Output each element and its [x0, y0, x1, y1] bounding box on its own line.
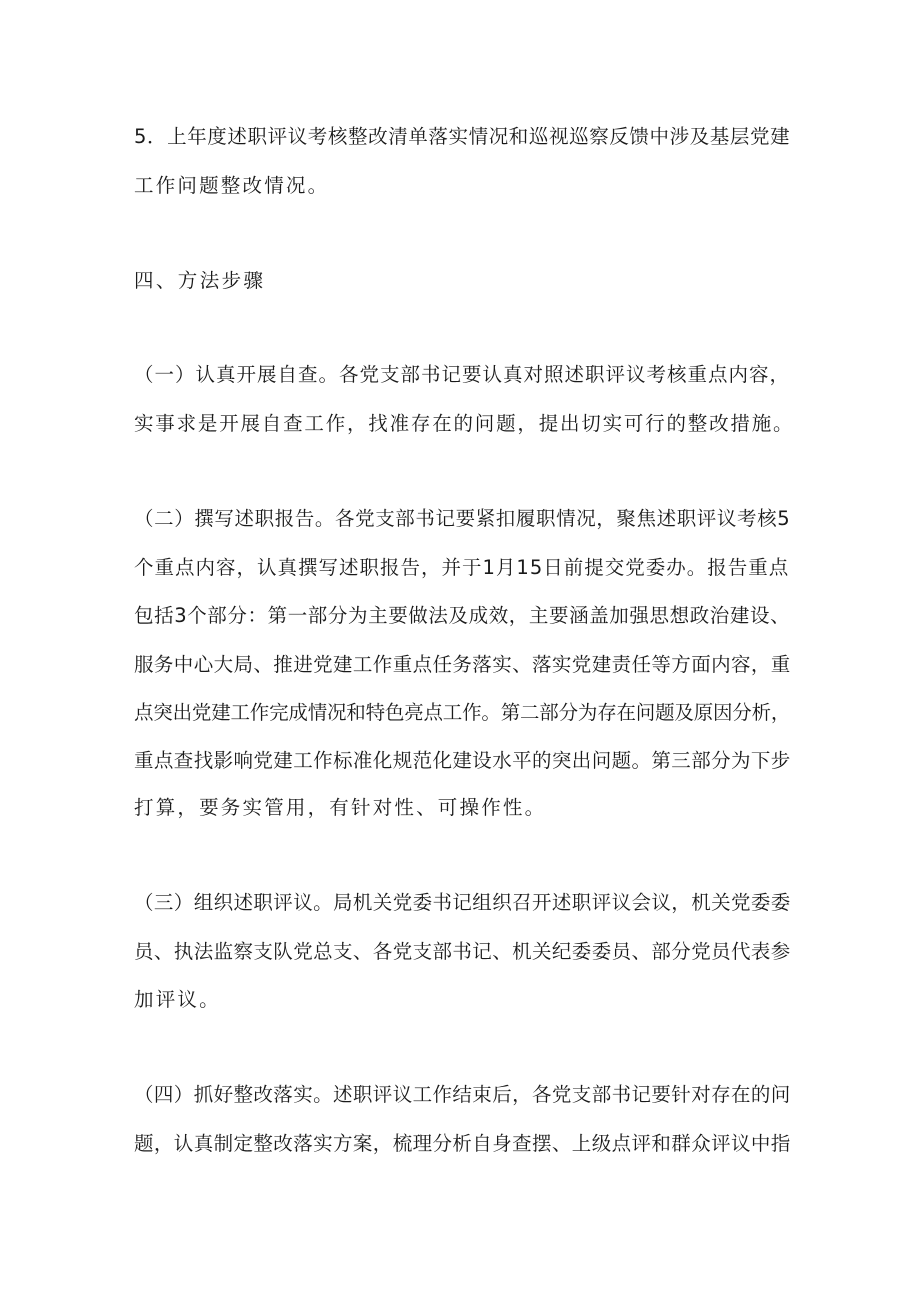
section-heading: 四、方法步骤	[134, 269, 266, 292]
step2-line-5: 点突出党建工作完成情况和特色亮点工作。第二部分为存在问题及原因分析，	[134, 701, 791, 724]
step3-line-2: 员、执法监察支队党总支、各党支部书记、机关纪委委员、部分党员代表参	[134, 940, 791, 963]
step4-line-2: 题，认真制定整改落实方案，梳理分析自身查摆、上级点评和群众评议中指	[134, 1132, 791, 1155]
step2-line-1: （二）撰写述职报告。各党支部书记要紧扣履职情况，聚焦述职评议考核5	[134, 507, 791, 530]
item5-line-2: 工作问题整改情况。	[134, 174, 330, 197]
step2-line-4: 服务中心大局、推进党建工作重点任务落实、落实党建责任等方面内容，重	[134, 653, 791, 676]
step2-line-3: 包括3个部分：第一部分为主要做法及成效，主要涵盖加强思想政治建设、	[134, 604, 791, 627]
step3-line-1: （三）组织述职评议。局机关党委书记组织召开述职评议会议，机关党委委	[134, 891, 791, 914]
item5-line-1: 5．上年度述职评议考核整改清单落实情况和巡视巡察反馈中涉及基层党建	[134, 125, 791, 148]
step2-line-6: 重点查找影响党建工作标准化规范化建设水平的突出问题。第三部分为下步	[134, 749, 791, 772]
step2-line-2: 个重点内容，认真撰写述职报告，并于1月15日前提交党委办。报告重点	[134, 556, 790, 579]
step3-line-3: 加评议。	[134, 988, 221, 1011]
step1-line-1: （一）认真开展自查。各党支部书记要认真对照述职评议考核重点内容，	[134, 363, 791, 386]
step1-line-2: 实事求是开展自查工作，找准存在的问题，提出切实可行的整改措施。	[134, 412, 795, 435]
step4-line-1: （四）抓好整改落实。述职评议工作结束后，各党支部书记要针对存在的问	[134, 1083, 791, 1106]
step2-line-7: 打算，要务实管用，有针对性、可操作性。	[134, 796, 547, 819]
